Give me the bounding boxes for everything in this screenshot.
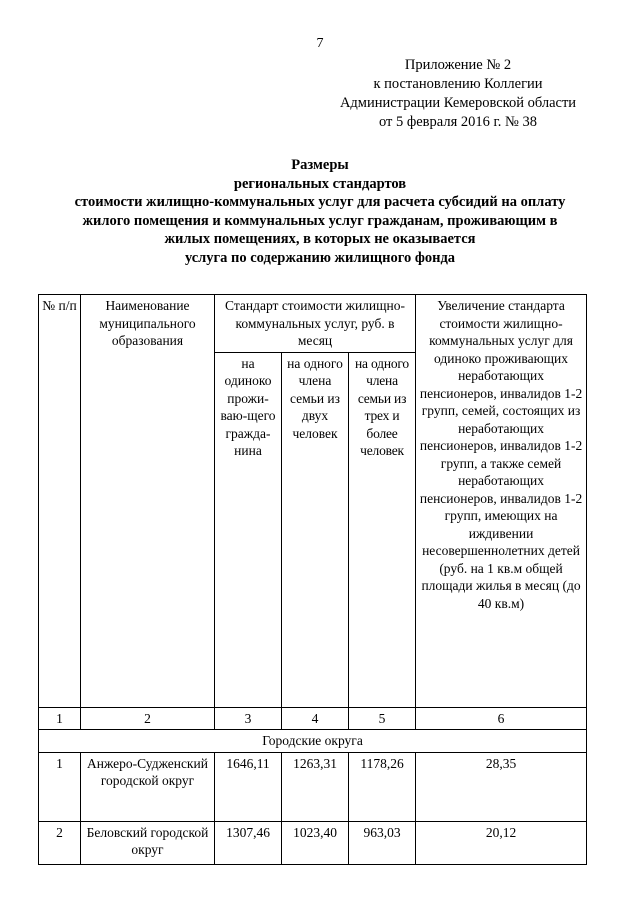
row-value-two: 1023,40 xyxy=(282,821,349,864)
row-name: Беловский городской округ xyxy=(81,821,215,864)
row-num: 2 xyxy=(39,821,81,864)
row-increase: 28,35 xyxy=(416,752,587,821)
row-value-three: 1178,26 xyxy=(349,752,416,821)
column-number: 5 xyxy=(349,707,416,729)
column-number: 4 xyxy=(282,707,349,729)
title-line: жилых помещениях, в которых не оказывается xyxy=(164,231,476,247)
row-value-single: 1646,11 xyxy=(215,752,282,821)
title-line: стоимости жилищно-коммунальных услуг для расчета субсидий на оплату xyxy=(74,194,566,210)
section-row xyxy=(39,729,587,752)
title-line: Размеры xyxy=(291,157,349,173)
title-line: региональных стандартов xyxy=(233,175,407,192)
row-value-single: 1307,46 xyxy=(215,821,282,864)
column-numbers-row xyxy=(39,707,587,729)
header-name: Наименование муниципального образования xyxy=(81,295,215,708)
table-row xyxy=(39,821,587,864)
column-number: 3 xyxy=(215,707,282,729)
header-standard: Стандарт стоимости жилищно-коммунальных услуг, руб. в месяц xyxy=(215,295,416,353)
header-num: № п/п xyxy=(39,295,81,708)
column-number: 6 xyxy=(416,707,587,729)
appendix-line: Приложение № 2 xyxy=(404,57,512,73)
section-title: Городские округа xyxy=(39,729,587,752)
column-number: 1 xyxy=(39,707,81,729)
appendix-line: от 5 февраля 2016 г. № 38 xyxy=(378,114,538,130)
row-value-three: 963,03 xyxy=(349,821,416,864)
document-title xyxy=(40,156,600,267)
table-row xyxy=(39,752,587,821)
appendix-line: Администрации Кемеровской области xyxy=(339,95,577,111)
row-num: 1 xyxy=(39,752,81,821)
title-line: услуга по содержанию жилищного фонда xyxy=(184,249,456,266)
header-increase: Увеличение стандарта стоимости жилищно-коммунальных услуг для одиноко проживающих неработающих пенсионеров, инвалидов 1-2 групп, семей, состоящих из неработающих пенсионеров, инвалидов 1-2 групп, а также семей неработающих пенсионеров, инвалидов 1-2 групп, имеющих на иждивении несовершеннолетних детей (руб. на 1 кв.м общей площади жилья в месяц (до 40 кв.м) xyxy=(416,295,587,708)
row-increase: 20,12 xyxy=(416,821,587,864)
row-value-two: 1263,31 xyxy=(282,752,349,821)
header-three-plus: на одного члена семьи из трех и более человек xyxy=(349,352,416,707)
appendix-line: к постановлению Коллегии xyxy=(373,76,543,92)
column-number: 2 xyxy=(81,707,215,729)
row-name: Анжеро-Судженский городской округ xyxy=(81,752,215,821)
header-single: на одиноко прожи-ваю-щего гражда-нина xyxy=(215,352,282,707)
appendix-block xyxy=(330,56,586,132)
page-number: 7 xyxy=(316,36,324,51)
title-line: жилого помещения и коммунальных услуг гражданам, проживающим в xyxy=(82,212,558,229)
standards-table xyxy=(38,294,587,865)
header-two-person: на одного члена семьи из двух человек xyxy=(282,352,349,707)
